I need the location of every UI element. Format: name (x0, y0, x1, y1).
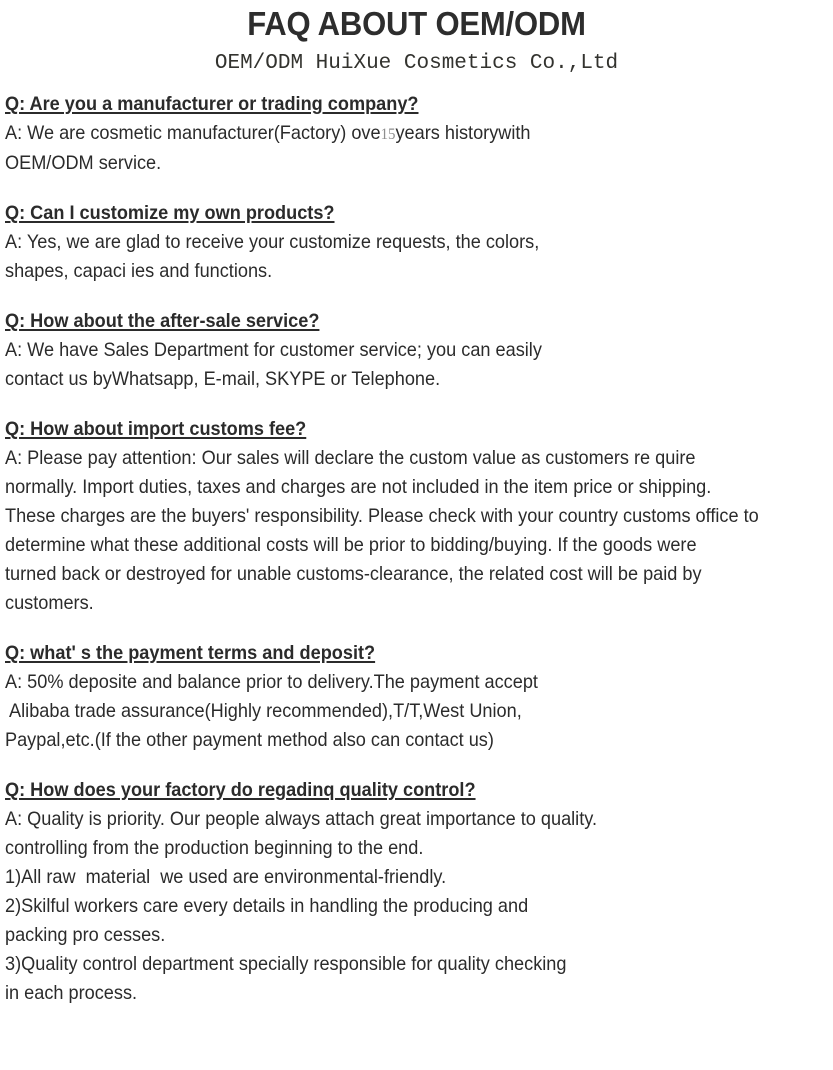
faq-answer (5, 119, 829, 178)
faq-section (5, 776, 829, 1008)
faq-answer-line: packing pro cesses. (5, 924, 166, 946)
faq-answer-line: OEM/ODM service. (5, 152, 162, 174)
faq-section (5, 199, 829, 286)
faq-answer-line: turned back or destroyed for unable customs-clearance, the related cost will be paid by (5, 563, 702, 585)
faq-question-row (5, 776, 829, 805)
faq-answer-line-tail: years historywith (395, 122, 531, 144)
faq-section (5, 307, 829, 394)
faq-question: Q: Can I customize my own products? (5, 202, 335, 224)
faq-question-row (5, 415, 829, 444)
faq-answer-line: 1)All raw material we used are environmental-friendly. (5, 866, 447, 888)
faq-answer-line: customers. (5, 592, 94, 614)
faq-answer-line: A: Quality is priority. Our people always attach great importance to quality. (5, 808, 598, 830)
faq-answer-line: A: We have Sales Department for customer service; you can easily (5, 339, 542, 361)
faq-answer-line: contact us byWhatsapp, E-mail, SKYPE or Telephone. (5, 368, 441, 390)
faq-answer (5, 668, 829, 755)
company-subtitle: OEM/ODM HuiXue Cosmetics Co.,Ltd (214, 52, 619, 75)
faq-answer-line: 3)Quality control department specially responsible for quality checking (5, 953, 567, 975)
faq-answer-line: Alibaba trade assurance(Highly recommended),T/T,West Union, (5, 700, 522, 722)
faq-question-row (5, 639, 829, 668)
faq-answer-line: Paypal,etc.(If the other payment method also can contact us) (5, 729, 494, 751)
faq-question: Q: Are you a manufacturer or trading company? (5, 93, 419, 115)
faq-answer-line: controlling from the production beginning to the end. (5, 837, 424, 859)
faq-section (5, 90, 829, 178)
faq-question-row (5, 307, 829, 336)
faq-section (5, 415, 829, 618)
faq-answer-line: A: We are cosmetic manufacturer(Factory) ove15years historywith (5, 122, 531, 144)
faq-question: Q: How about the after-sale service? (5, 310, 320, 332)
faq-list (0, 78, 833, 1008)
faq-answer (5, 805, 829, 1008)
faq-question: Q: How does your factory do regadinq quality control? (5, 779, 476, 801)
faq-question: Q: what' s the payment terms and deposit? (5, 642, 376, 664)
faq-answer-line: determine what these additional costs will be prior to bidding/buying. If the goods were (5, 534, 697, 556)
faq-answer-line: shapes, capaci ies and functions. (5, 260, 273, 282)
faq-section (5, 639, 829, 755)
faq-answer-line: in each process. (5, 982, 138, 1004)
faq-answer (5, 228, 829, 286)
page-title: FAQ ABOUT OEM/ODM (247, 5, 586, 42)
faq-question-row (5, 90, 829, 119)
faq-answer-line: A: Please pay attention: Our sales will declare the custom value as customers re quire (5, 447, 696, 469)
faq-answer-line: A: Yes, we are glad to receive your customize requests, the colors, (5, 231, 540, 253)
faq-question-row (5, 199, 829, 228)
faq-question: Q: How about import customs fee? (5, 418, 307, 440)
faq-answer (5, 336, 829, 394)
faq-answer-line: A: 50% deposite and balance prior to delivery.The payment accept (5, 671, 538, 693)
inline-years-number: 15 (380, 126, 396, 143)
faq-answer-line: 2)Skilful workers care every details in handling the producing and (5, 895, 529, 917)
faq-answer-line: These charges are the buyers' responsibility. Please check with your country customs office to (5, 505, 759, 527)
faq-answer-line: normally. Import duties, taxes and charges are not included in the item price or shipping. (5, 476, 712, 498)
faq-answer (5, 444, 829, 618)
